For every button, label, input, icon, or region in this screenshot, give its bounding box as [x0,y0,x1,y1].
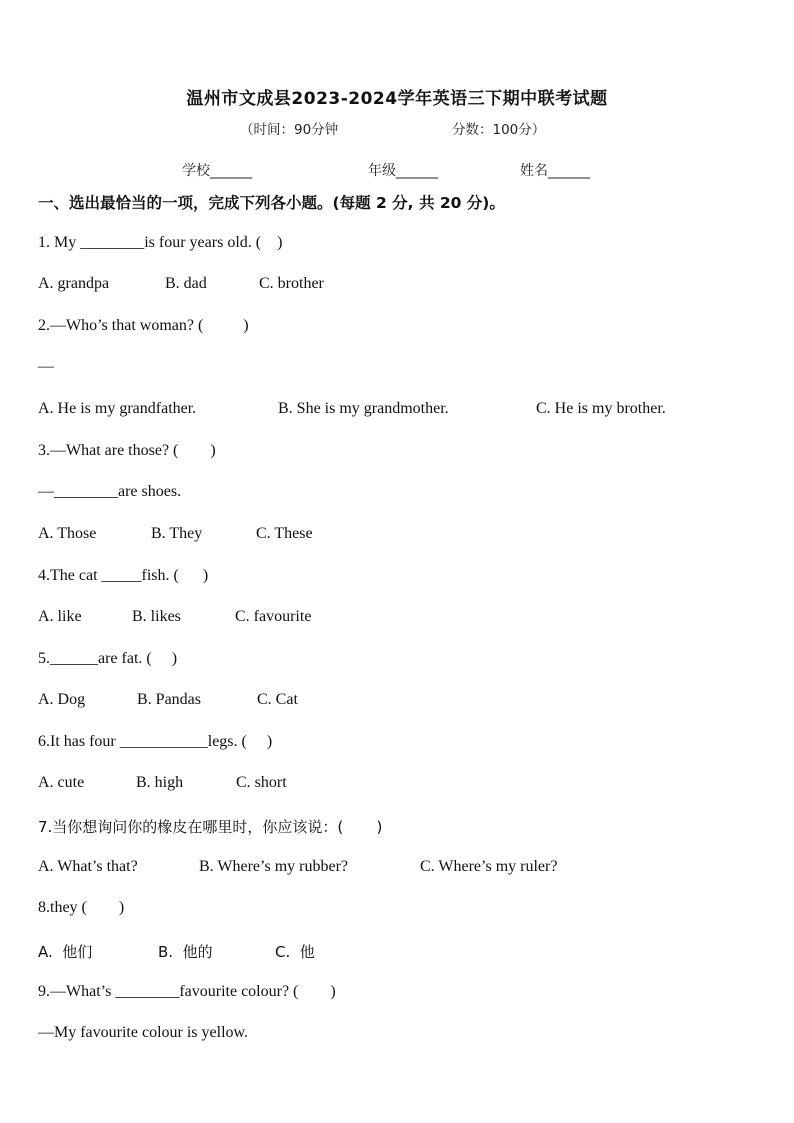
q3-option-b: B. They [151,525,203,542]
question-7: 7.当你想询问你的橡皮在哪里时，你应该说：( ) [38,818,383,836]
question-1: 1. My ________is four years old. ( ) [38,234,283,251]
question-8: 8.they ( ) [38,899,125,916]
q1-option-a: A. grandpa [38,275,110,292]
q7-option-a: A. What’s that? [38,858,138,875]
q1-option-c: C. brother [259,275,324,292]
question-5: 5.______are fat. ( ) [38,650,178,667]
q8-option-c: C. 他 [275,943,315,961]
q6-option-b: B. high [136,774,184,791]
name-field: 姓名______ [520,163,590,179]
q2-option-a: A. He is my grandfather. [38,400,197,417]
q8-option-b: B. 他的 [158,943,213,961]
question-4: 4.The cat _____fish. ( ) [38,567,209,584]
q4-option-c: C. favourite [235,608,312,625]
school-field: 学校______ [182,163,252,179]
question-9: 9.—What’s ________favourite colour? ( ) [38,983,336,1000]
q4-option-b: B. likes [132,608,181,625]
question-2-answer-line: — [38,358,54,375]
exam-title: 温州市文成县2023-2024学年英语三下期中联考试题 [186,89,608,109]
q3-option-a: A. Those [38,525,97,542]
q7-option-c: C. Where’s my ruler? [420,858,558,875]
q6-option-a: A. cute [38,774,85,791]
exam-score: 分数：100分） [452,122,546,138]
question-2: 2.—Who’s that woman? ( ) [38,317,249,334]
q6-option-c: C. short [236,774,287,791]
question-3-answer-line: —________are shoes. [38,483,182,500]
question-9-answer-line: —My favourite colour is yellow. [38,1024,249,1041]
q5-option-c: C. Cat [257,691,298,708]
q2-option-b: B. She is my grandmother. [278,400,449,417]
section-heading: 一、选出最恰当的一项，完成下列各小题。(每题 2 分, 共 20 分)。 [38,194,505,212]
q2-option-c: C. He is my brother. [536,400,666,417]
q7-option-b: B. Where’s my rubber? [199,858,348,875]
q8-option-a: A. 他们 [38,943,93,961]
q4-option-a: A. like [38,608,82,625]
q5-option-b: B. Pandas [137,691,201,708]
q3-option-c: C. These [256,525,313,542]
grade-field: 年级______ [368,163,438,179]
question-3: 3.—What are those? ( ) [38,442,216,459]
exam-time: （时间：90分钟 [240,122,339,138]
question-6: 6.It has four ___________legs. ( ) [38,733,273,750]
q1-option-b: B. dad [165,275,207,292]
q5-option-a: A. Dog [38,691,86,708]
